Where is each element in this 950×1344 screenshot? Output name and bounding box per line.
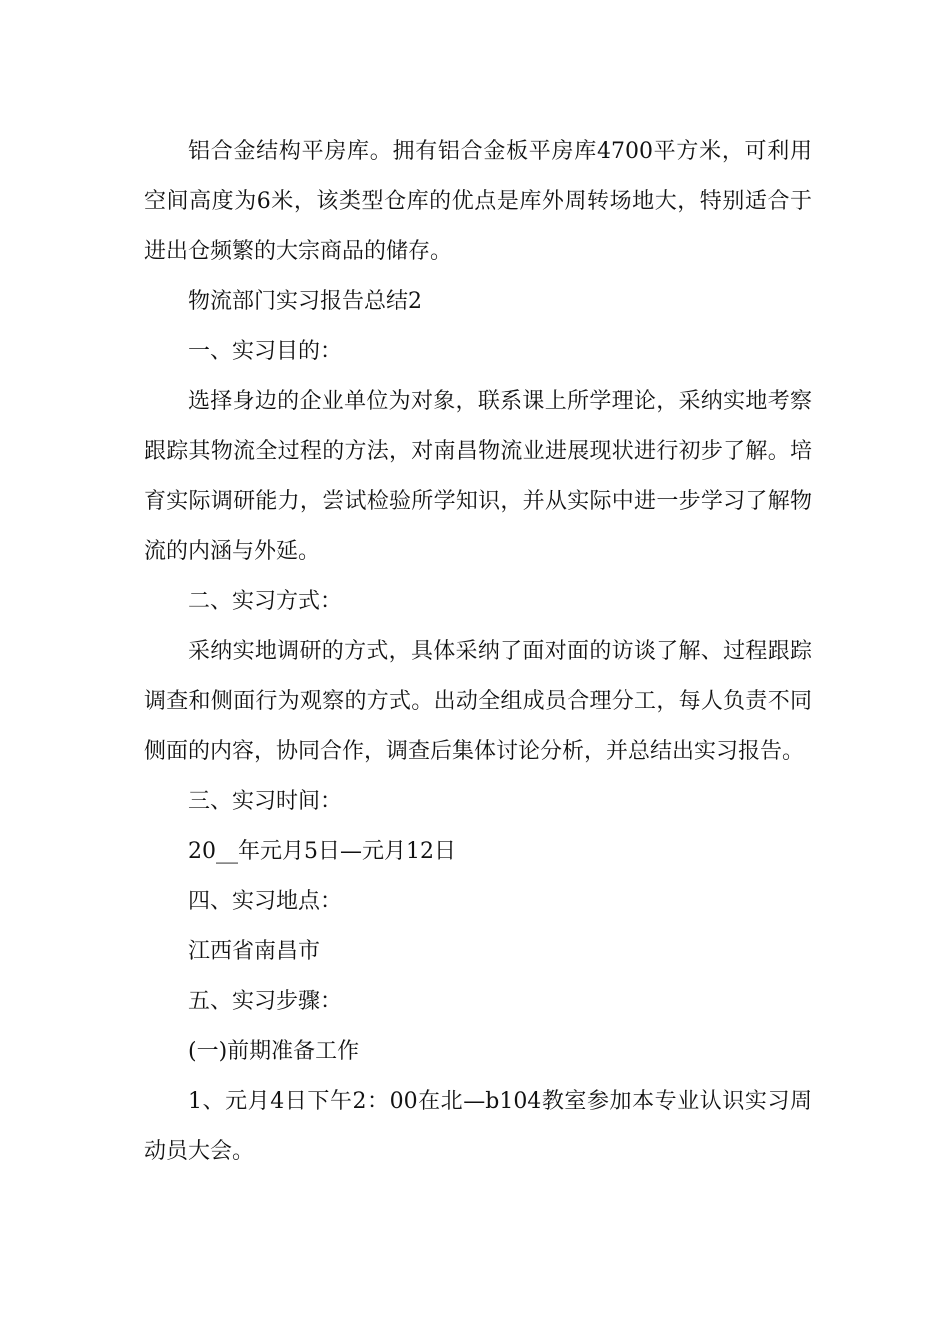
paragraph-location: 江西省南昌市 [188,939,321,964]
section-heading-steps: 五、实习步骤： [188,989,343,1014]
section-heading-method: 二、实习方式： [188,589,343,614]
paragraph-report-title: 物流部门实习报告总结2 [188,289,422,314]
paragraph-warehouse-intro: 铝合金结构平房库。拥有铝合金板平房库4700平方米，可利用空间高度为6米，该类型仓库的优点是库外周转场地大，特别适合于进出仓频繁的大宗商品的储存。 [144,139,812,264]
paragraph-purpose: 选择身边的企业单位为对象，联系课上所学理论，采纳实地考察跟踪其物流全过程的方法，对南昌物流业进展现状进行初步了解。培育实际调研能力，尝试检验所学知识，并从实际中进一步学习了解物流的内涵与外延。 [144,389,812,564]
section-heading-location: 四、实习地点： [188,889,343,914]
section-heading-purpose: 一、实习目的： [188,339,343,364]
section-heading-time: 三、实习时间： [188,789,343,814]
paragraph-method: 采纳实地调研的方式，具体采纳了面对面的访谈了解、过程跟踪调查和侧面行为观察的方式。出动全组成员合理分工，每人负责不同侧面的内容，协同合作，调查后集体讨论分析，并总结出实习报告。 [144,639,812,764]
document-body [144,127,812,1177]
paragraph-time: 20__年元月5日—元月12日 [188,839,456,864]
paragraph-step-1: 1、元月4日下午2：00在北—b104教室参加本专业认识实习周动员大会。 [144,1089,812,1164]
subsection-heading-preparation: (一)前期准备工作 [188,1039,360,1064]
